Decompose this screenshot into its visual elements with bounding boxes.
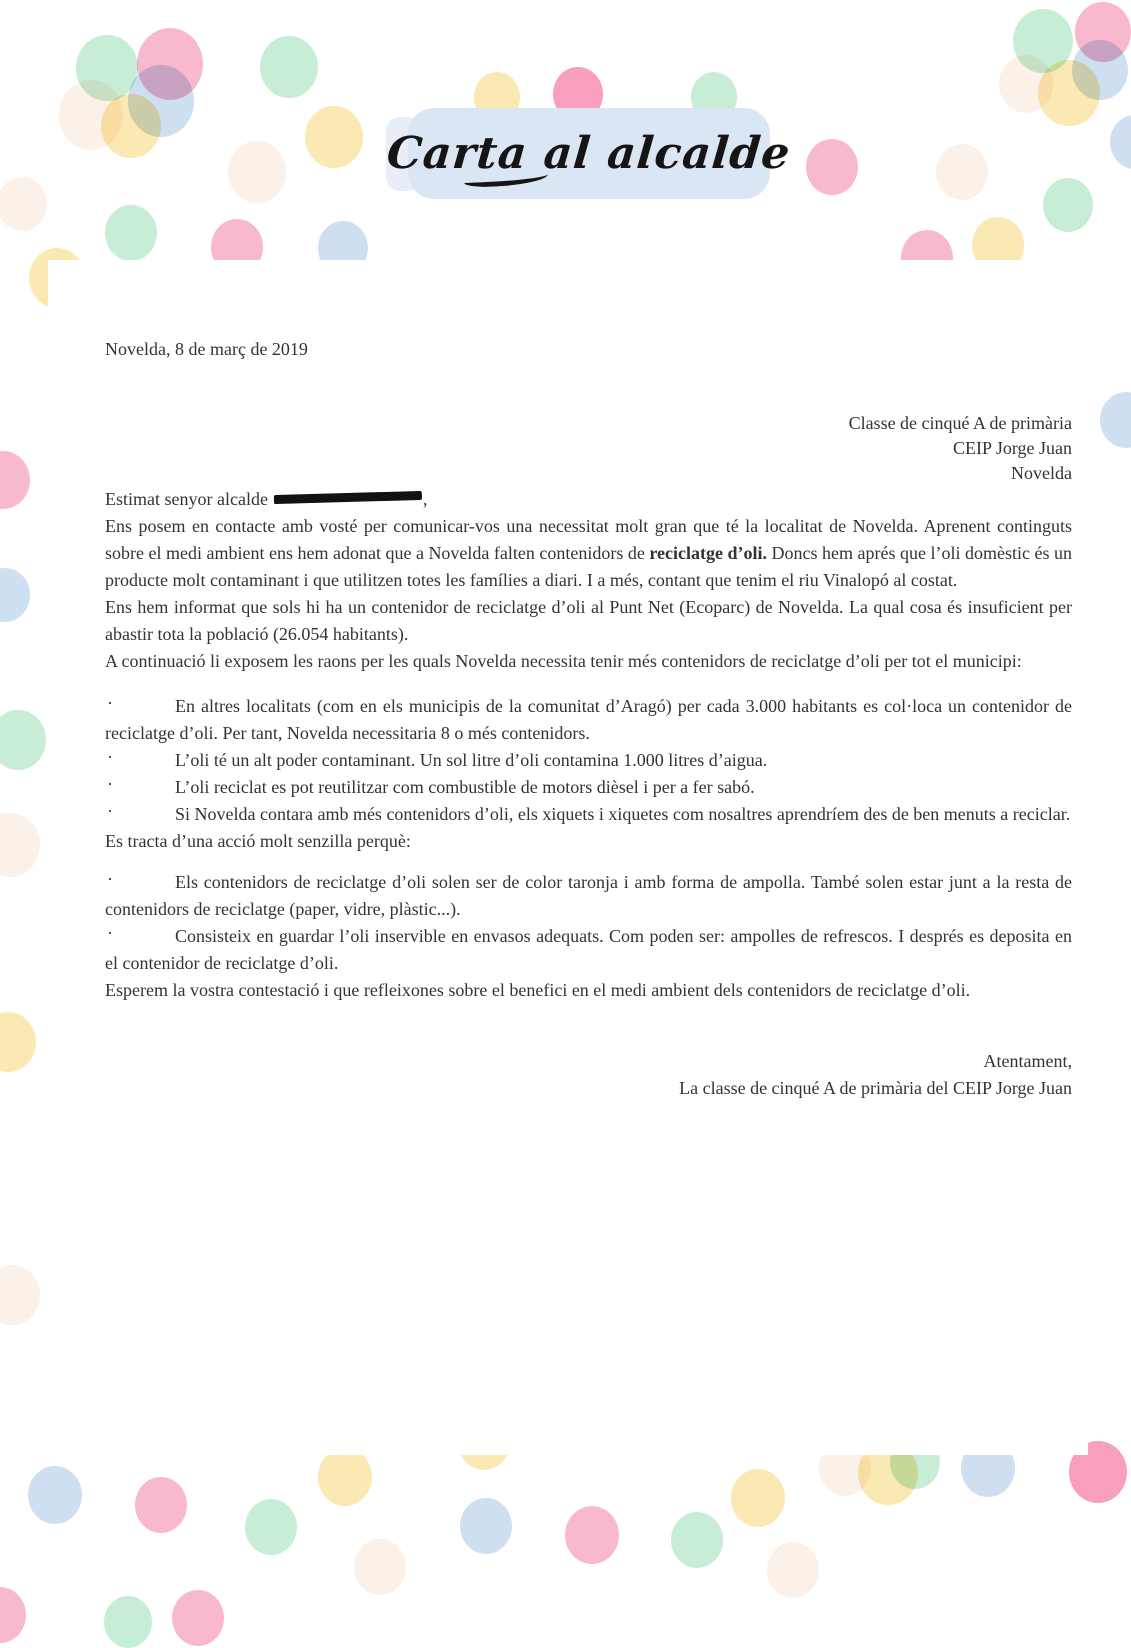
confetti-dot: [28, 1466, 82, 1524]
confetti-dot: [0, 177, 47, 231]
confetti-dot: [936, 144, 988, 200]
salutation-line: [105, 486, 1072, 513]
confetti-dot: [318, 1448, 372, 1506]
paragraph-intro-part1: Ens posem en contacte amb vosté per comunicar-vos una necessitat molt gran que té la localitat de Novelda. Aprenent continguts sobre el medi ambient ens hem adonat que a Novelda falten contenidors de: [105, 516, 1072, 563]
bullet-marker: ·: [107, 747, 113, 767]
list-item-text: L’oli reciclat es pot reutilitzar com combustible de motors dièsel i per a fer sabó.: [175, 777, 755, 797]
reasons-list: [105, 693, 1072, 828]
confetti-dot: [135, 1477, 187, 1533]
letter-date: Novelda, 8 de març de 2019: [105, 339, 308, 359]
paragraph-intro-bold: reciclatge d’oli.: [649, 543, 768, 563]
sender-line-class: Classe de cinqué A de primària: [848, 413, 1072, 433]
list-item: [105, 801, 1072, 828]
confetti-dot: [1038, 60, 1100, 127]
paragraph-farewell: Esperem la vostra contestació i que refleixones sobre el benefici en el medi ambient dels contenidors de reciclatge d’oli.: [105, 980, 971, 1000]
confetti-dot: [305, 106, 363, 169]
confetti-dot: [354, 1539, 406, 1595]
closing-block: [105, 1048, 1072, 1102]
closing-salute: Atentament,: [983, 1051, 1072, 1071]
confetti-dot: [565, 1506, 619, 1564]
confetti-dot: [0, 451, 30, 509]
title-banner: [385, 108, 793, 199]
list-item: [105, 869, 1072, 923]
confetti-dot: [0, 1587, 26, 1643]
confetti-dot: [0, 568, 30, 622]
list-item-text: Consisteix en guardar l’oli inservible en envasos adequats. Com poden ser: ampolles de refrescos. I després es deposita en el contenidor de reciclatge d’oli.: [105, 926, 1072, 973]
letter-document: [48, 260, 1088, 1455]
sender-block: [105, 411, 1072, 486]
confetti-dot: [59, 80, 123, 149]
confetti-dot: [767, 1542, 819, 1598]
bullet-marker: ·: [107, 693, 113, 713]
salutation-text: Estimat senyor alcalde: [105, 489, 268, 509]
list-item: [105, 693, 1072, 747]
confetti-dot: [0, 813, 40, 878]
list-item-text: Si Novelda contara amb més contenidors d’oli, els xiquets i xiquetes com nosaltres aprendríem des de ben menuts a reciclar.: [175, 804, 1071, 824]
confetti-dot: [105, 205, 157, 261]
sender-line-school: CEIP Jorge Juan: [953, 438, 1072, 458]
confetti-dot: [1110, 115, 1131, 169]
bullet-marker: ·: [107, 774, 113, 794]
paragraph-simple-lead: Es tracta d’una acció molt senzilla perquè:: [105, 831, 411, 851]
confetti-dot: [0, 1012, 36, 1072]
paragraph-intro-part2: Doncs hem aprés que l’oli domèstic és un producte molt contaminant i que utilitzen totes les famílies a diari. I a més, contant que tenim el riu Vinalopó al costat.: [105, 543, 1072, 590]
confetti-dot: [806, 139, 858, 195]
list-item: [105, 774, 1072, 801]
confetti-dot: [260, 36, 318, 99]
confetti-dot: [1100, 392, 1131, 448]
list-item-text: Els contenidors de reciclatge d’oli solen ser de color taronja i amb forma de ampolla. També solen estar junt a la resta de contenidors de reciclatge (paper, vidre, plàstic...).: [105, 872, 1072, 919]
redacted-name-bar: [274, 491, 422, 504]
confetti-dot: [0, 710, 46, 770]
list-item: [105, 923, 1072, 977]
list-item-text: L’oli té un alt poder contaminant. Un sol litre d’oli contamina 1.000 litres d’aigua.: [175, 750, 768, 770]
page-title: Carta al alcalde: [385, 128, 793, 179]
paragraph-ecoparc: Ens hem informat que sols hi ha un contenidor de reciclatge d’oli al Punt Net (Ecoparc) de Novelda. La qual cosa és insuficient per abastir tota la població (26.054 habitants).: [105, 597, 1072, 644]
bullet-marker: ·: [107, 923, 113, 943]
confetti-dot: [1043, 178, 1093, 232]
confetti-dot: [671, 1512, 723, 1568]
list-item: [105, 747, 1072, 774]
confetti-dot: [104, 1596, 152, 1648]
list-item-text: En altres localitats (com en els municipis de la comunitat d’Aragó) per cada 3.000 habitants es col·loca un contenidor de reciclatge d’oli. Per tant, Novelda necessitaria 8 o més contenidors.: [105, 696, 1072, 743]
confetti-dot: [0, 1265, 40, 1325]
paragraph-reasons-lead: A continuació li exposem les raons per les quals Novelda necessita tenir més contenidors de reciclatge d’oli per tot el municipi:: [105, 651, 1022, 671]
confetti-dot: [172, 1590, 224, 1646]
sender-line-city: Novelda: [1011, 463, 1072, 483]
confetti-dot: [245, 1499, 297, 1555]
confetti-dot: [228, 141, 286, 204]
salutation-comma: ,: [422, 489, 428, 509]
bullet-marker: ·: [107, 869, 113, 889]
confetti-dot: [731, 1469, 785, 1527]
paragraph-intro: [105, 513, 1072, 594]
signature-line: La classe de cinqué A de primària del CEIP Jorge Juan: [679, 1078, 1072, 1098]
bullet-marker: ·: [107, 801, 113, 821]
simple-list: [105, 869, 1072, 977]
confetti-dot: [460, 1498, 512, 1554]
